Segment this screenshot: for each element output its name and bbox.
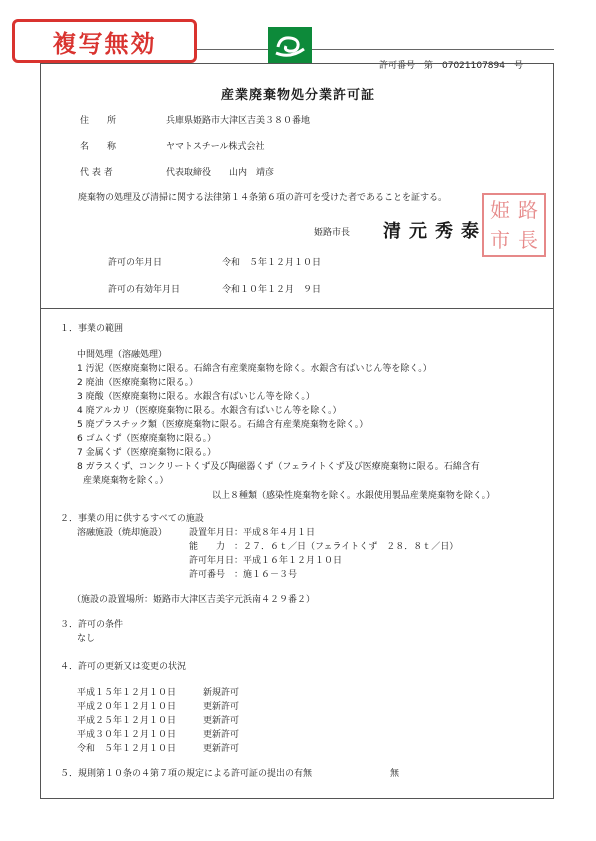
history-date: 平成３０年１２月１０日 xyxy=(77,730,177,740)
seal-char: 姫 xyxy=(490,198,510,222)
header-rule-right xyxy=(312,49,554,50)
document-title: 産業廃棄物処分業許可証 xyxy=(220,88,375,103)
history-type: 更新許可 xyxy=(203,716,240,726)
address-label: 住 所 xyxy=(80,116,117,126)
scope-item: 4 廃アルカリ（医療廃棄物に限る。水銀含有ばいじん等を除く。） xyxy=(77,406,342,416)
seal-char: 路 xyxy=(518,198,538,222)
history-type: 更新許可 xyxy=(203,730,240,740)
history-date: 平成２０年１２月１０日 xyxy=(77,702,177,712)
facility-row: 許可番号 ：施１６－３号 xyxy=(189,570,298,580)
permit-number: 許可番号 第 07021107894 号 xyxy=(379,61,523,71)
facility-location: （施設の設置場所：姫路市大津区吉美字元浜南４２９番２） xyxy=(72,595,316,605)
section3-heading: ３．許可の条件 xyxy=(60,620,124,630)
address-value: 兵庫県姫路市大津区吉美３８０番地 xyxy=(166,116,311,126)
section1-subheading: 中間処理（溶融処理） xyxy=(77,350,168,360)
permit-date-label: 許可の年月日 xyxy=(108,258,163,268)
section2-heading: ２．事業の用に供するすべての施設 xyxy=(60,514,204,524)
expiry-date-label: 許可の有効年月日 xyxy=(108,285,181,295)
history-date: 平成１５年１２月１０日 xyxy=(77,688,177,698)
history-type: 新規許可 xyxy=(203,688,240,698)
history-type: 更新許可 xyxy=(203,744,240,754)
facility-row: 能 力 ：２７．６ｔ／日（フェライトくず ２８．８ｔ／日） xyxy=(189,542,459,552)
facility-type: 溶融施設（焼却施設） xyxy=(77,528,168,538)
scope-item: 2 廃油（医療廃棄物に限る。） xyxy=(77,378,199,388)
history-type: 更新許可 xyxy=(203,702,240,712)
section3-body: なし xyxy=(77,634,96,644)
seal-char: 長 xyxy=(518,228,538,252)
scope-item: 6 ゴムくず（医療廃棄物に限る。） xyxy=(77,434,217,444)
representative-value: 代表取締役 山内 靖彦 xyxy=(166,168,275,178)
official-seal xyxy=(482,193,546,257)
name-label: 名 称 xyxy=(80,142,117,152)
header-rule-left xyxy=(197,49,268,50)
facility-row: 許可年月日：平成１６年１２月１０日 xyxy=(189,556,343,566)
scope-item: 8 ガラスくず、コンクリートくず及び陶磁器くず（フェライトくず及び医療廃棄物に限る。石綿含有 xyxy=(77,462,480,472)
section5-heading: ５．規則第１０条の４第７項の規定による許可証の提出の有無 xyxy=(60,769,313,779)
section4-heading: ４．許可の更新又は変更の状況 xyxy=(60,662,187,672)
scope-item: 1 汚泥（医療廃棄物に限る。石綿含有産業廃棄物を除く。水銀含有ばいじん等を除く。） xyxy=(77,364,432,374)
certification-text: 廃棄物の処理及び清掃に関する法律第１４条第６項の許可を受けた者であることを証する。 xyxy=(78,193,448,203)
scope-item: 3 廃酸（医療廃棄物に限る。水銀含有ばいじん等を除く。） xyxy=(77,392,315,402)
permit-date-value: 令和 ５年１２月１０日 xyxy=(222,258,322,268)
seal-char: 市 xyxy=(490,228,510,252)
expiry-date-value: 令和１０年１２月 ９日 xyxy=(222,285,322,295)
scope-item: 5 廃プラスチック類（医療廃棄物に限る。石綿含有産業廃棄物を除く。） xyxy=(77,420,369,430)
name-value: ヤマトスチール株式会社 xyxy=(166,142,265,152)
issuer-title: 姫路市長 xyxy=(314,228,351,238)
section1-heading: １．事業の範囲 xyxy=(60,324,124,334)
scope-summary: 以上８種類（感染性廃棄物を除く。水銀使用製品産業廃棄物を除く。） xyxy=(212,491,496,501)
history-date: 平成２５年１２月１０日 xyxy=(77,716,177,726)
void-copy-stamp: 複写無効 xyxy=(12,19,197,63)
section5-value: 無 xyxy=(390,769,400,779)
history-date: 令和 ５年１２月１０日 xyxy=(77,744,177,754)
scope-item-continued: 産業廃棄物を除く。） xyxy=(83,476,169,486)
city-emblem-icon xyxy=(268,27,312,64)
facility-row: 設置年月日：平成８年４月１日 xyxy=(189,528,316,538)
scope-item: 7 金属くず（医療廃棄物に限る。） xyxy=(77,448,217,458)
section-divider xyxy=(40,308,554,309)
representative-label: 代 表 者 xyxy=(80,168,113,178)
issuer-name: 清元秀泰 xyxy=(383,221,487,242)
